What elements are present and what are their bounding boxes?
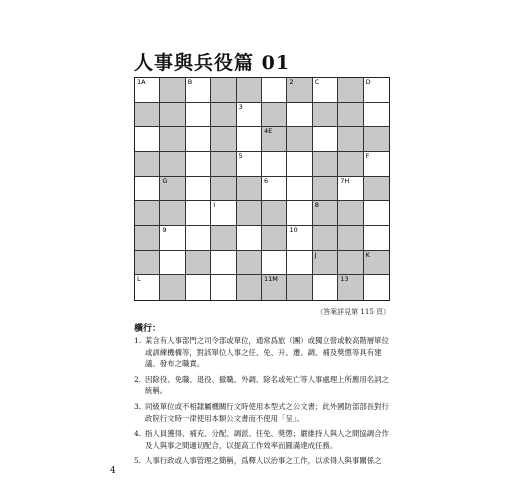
grid-cell[interactable]	[160, 152, 185, 177]
grid-cell[interactable]	[287, 177, 312, 202]
clue-item	[134, 401, 390, 424]
grid-cell[interactable]	[313, 275, 338, 300]
grid-cell[interactable]	[160, 103, 185, 128]
cell-number: 10	[289, 225, 298, 234]
grid-cell[interactable]	[364, 201, 389, 226]
clue-text: 某含有人事部門之司令部或單位，通常爲旅（團）或獨立營或較高階層單位或訓練機構等，對該單位人事之任、免、升、遷、調、補及獎懲等具有建議、發布之職責。	[145, 336, 389, 369]
grid-cell[interactable]	[135, 251, 160, 276]
grid-cell[interactable]	[211, 103, 236, 128]
cell-number: G	[162, 176, 168, 185]
grid-cell[interactable]	[160, 226, 185, 251]
cell-number: 2	[289, 78, 294, 86]
cell-number: I	[213, 201, 216, 210]
clue-item	[134, 455, 390, 467]
cell-number: 4E	[263, 127, 273, 136]
grid-cell[interactable]	[287, 152, 312, 177]
cell-number: 5	[238, 151, 243, 160]
grid-cell[interactable]	[135, 103, 160, 128]
grid-cell[interactable]	[287, 127, 312, 152]
cell-number: 8	[314, 201, 319, 210]
grid-cell[interactable]	[262, 103, 287, 128]
grid-cell[interactable]	[135, 275, 160, 300]
grid-cell[interactable]	[211, 152, 236, 177]
clue-item	[134, 335, 390, 370]
cell-number: 11M	[263, 275, 278, 284]
grid-cell[interactable]	[338, 152, 363, 177]
grid-cell[interactable]	[262, 251, 287, 276]
grid-cell[interactable]	[237, 127, 262, 152]
grid-cell[interactable]	[262, 201, 287, 226]
grid-cell[interactable]	[262, 275, 287, 300]
grid-cell[interactable]	[287, 103, 312, 128]
grid-cell[interactable]	[211, 275, 236, 300]
grid-cell[interactable]	[262, 152, 287, 177]
grid-cell[interactable]	[237, 152, 262, 177]
grid-cell[interactable]	[313, 127, 338, 152]
grid-cell[interactable]	[237, 251, 262, 276]
grid-cell[interactable]	[262, 127, 287, 152]
grid-cell[interactable]	[135, 78, 160, 103]
grid-cell[interactable]	[237, 177, 262, 202]
cell-number: F	[365, 151, 370, 160]
clue-text: 因除役、免職、退役、撤職、外調、除名或死亡等人事處理上所應用名詞之統稱。	[145, 374, 389, 396]
clue-number: 3.	[134, 401, 142, 411]
grid-cell[interactable]	[160, 78, 185, 103]
grid-cell[interactable]	[262, 226, 287, 251]
cell-number: C	[314, 78, 320, 86]
grid-cell[interactable]	[364, 226, 389, 251]
grid-cell[interactable]	[135, 177, 160, 202]
grid-cell[interactable]	[160, 177, 185, 202]
cell-number: L	[137, 275, 141, 284]
grid-cell[interactable]	[186, 275, 211, 300]
grid-cell[interactable]	[237, 275, 262, 300]
grid-cell[interactable]	[287, 251, 312, 276]
grid-cell[interactable]	[135, 226, 160, 251]
clue-number: 1.	[134, 336, 142, 345]
grid-cell[interactable]	[237, 226, 262, 251]
grid-cell[interactable]	[237, 78, 262, 103]
grid-cell[interactable]	[186, 152, 211, 177]
cell-number: K	[365, 250, 370, 259]
grid-cell[interactable]	[211, 127, 236, 152]
cell-number: 13	[340, 275, 349, 284]
grid-cell[interactable]	[186, 201, 211, 226]
clue-number: 4.	[134, 429, 142, 439]
grid-cell[interactable]	[338, 78, 363, 103]
grid-cell[interactable]	[237, 201, 262, 226]
grid-cell[interactable]	[211, 251, 236, 276]
grid-cell[interactable]	[313, 78, 338, 103]
grid-cell[interactable]	[287, 226, 312, 251]
grid-cell[interactable]	[287, 201, 312, 226]
answer-reference: （答案詳見第 115 頁）	[316, 308, 390, 316]
crossword-grid	[134, 77, 390, 301]
cell-number: 6	[263, 176, 269, 185]
grid-cell[interactable]	[364, 251, 389, 276]
grid-cell[interactable]	[186, 177, 211, 202]
grid-cell[interactable]	[211, 177, 236, 202]
cell-number: J	[314, 250, 317, 259]
cell-number: D	[365, 78, 371, 86]
clue-number: 2.	[134, 374, 142, 384]
grid-cell[interactable]	[160, 275, 185, 300]
grid-cell[interactable]	[186, 251, 211, 276]
grid-cell[interactable]	[135, 127, 160, 152]
page-title: 人事與兵役篇 01	[134, 52, 291, 74]
grid-cell[interactable]	[364, 103, 389, 128]
grid-cell[interactable]	[313, 201, 338, 226]
grid-cell[interactable]	[135, 152, 160, 177]
grid-cell[interactable]	[364, 152, 389, 177]
grid-cell[interactable]	[338, 103, 363, 128]
cell-number: 7H	[340, 176, 350, 185]
grid-cell[interactable]	[237, 103, 262, 128]
grid-cell[interactable]	[313, 103, 338, 128]
grid-cell[interactable]	[364, 275, 389, 300]
grid-cell[interactable]	[287, 78, 312, 103]
grid-cell[interactable]	[262, 78, 287, 103]
clue-item	[134, 374, 390, 397]
page-number: 4	[110, 466, 116, 476]
clue-number: 5.	[134, 456, 142, 466]
grid-cell[interactable]	[338, 177, 363, 202]
grid-cell[interactable]	[160, 251, 185, 276]
grid-cell[interactable]	[186, 127, 211, 152]
grid-cell[interactable]	[186, 226, 211, 251]
clue-text: 同級單位或不相隸屬機關行文時使用本型式之公文書；此外國防部部長對行政院行文時一律使用本類公文書而不使用「呈」。	[145, 401, 389, 423]
grid-cell[interactable]	[135, 201, 160, 226]
grid-cell[interactable]	[338, 201, 363, 226]
grid-cell[interactable]	[313, 152, 338, 177]
clue-text: 人事行政或人事管理之簡稱，爲釋人以治事之工作，以求得人與事關係之	[145, 456, 382, 466]
cell-number: 9	[162, 225, 167, 234]
grid-cell[interactable]	[338, 251, 363, 276]
grid-cell[interactable]	[211, 201, 236, 226]
cell-number: B	[187, 78, 193, 86]
grid-cell[interactable]	[186, 78, 211, 103]
clue-item	[134, 428, 390, 451]
cell-number: 3	[238, 102, 243, 111]
grid-cell[interactable]	[364, 177, 389, 202]
grid-cell[interactable]	[262, 177, 287, 202]
cell-number: 1A	[137, 78, 146, 86]
grid-cell[interactable]	[211, 78, 236, 103]
grid-cell[interactable]	[364, 127, 389, 152]
grid-cell[interactable]	[160, 127, 185, 152]
grid-cell[interactable]	[313, 177, 338, 202]
grid-cell[interactable]	[364, 78, 389, 103]
across-section-label: 橫行：	[134, 324, 162, 334]
grid-cell[interactable]	[287, 275, 312, 300]
grid-cell[interactable]	[338, 275, 363, 300]
clue-list	[134, 335, 390, 471]
grid-cell[interactable]	[211, 226, 236, 251]
grid-cell[interactable]	[313, 226, 338, 251]
clue-text: 指人員獲得、補充、分配、調派、任免、獎懲；嚴維持人與人之間協調合作及人與事之間適切配合，以提高工作效率而圓滿達成任務。	[145, 429, 389, 450]
grid-cell[interactable]	[338, 127, 363, 152]
grid-cell[interactable]	[313, 251, 338, 276]
grid-cell[interactable]	[338, 226, 363, 251]
grid-cell[interactable]	[186, 103, 211, 128]
grid-cell[interactable]	[160, 201, 185, 226]
